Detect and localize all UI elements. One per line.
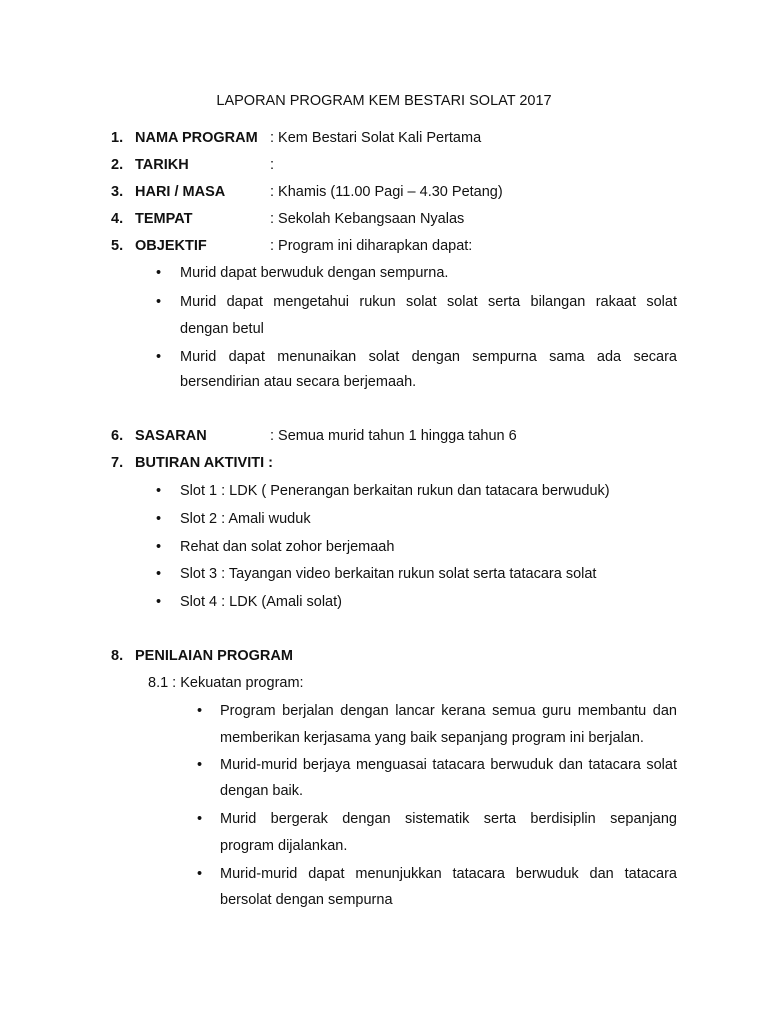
aktiviti-bullet-item bbox=[0, 481, 768, 501]
item-hari-masa bbox=[0, 182, 768, 202]
bullet-text: Rehat dan solat zohor berjemaah bbox=[180, 539, 395, 555]
bullet-icon: • bbox=[156, 539, 162, 555]
item-value: : Semua murid tahun 1 hingga tahun 6 bbox=[270, 428, 517, 444]
bullet-icon: • bbox=[197, 757, 203, 773]
objektif-bullet-item bbox=[0, 292, 768, 312]
objektif-bullet-item bbox=[0, 347, 768, 367]
bullet-text: Murid bergerak dengan sistematik serta berdisiplin sepanjang bbox=[220, 811, 677, 827]
item-number: 7. bbox=[111, 455, 124, 471]
item-label: BUTIRAN AKTIVITI : bbox=[135, 455, 274, 471]
kekuatan-bullet-continuation bbox=[0, 781, 768, 801]
item-number: 4. bbox=[111, 211, 124, 227]
aktiviti-bullet-item bbox=[0, 509, 768, 529]
kekuatan-bullet-continuation bbox=[0, 836, 768, 856]
item-objektif bbox=[0, 236, 768, 256]
document-title: LAPORAN PROGRAM KEM BESTARI SOLAT 2017 bbox=[216, 93, 552, 109]
item-tempat bbox=[0, 209, 768, 229]
kekuatan-bullet-item bbox=[0, 809, 768, 829]
sub-heading-kekuatan bbox=[0, 673, 768, 693]
bullet-icon: • bbox=[156, 511, 162, 527]
bullet-text: Murid dapat berwuduk dengan sempurna. bbox=[180, 265, 449, 281]
item-label: SASARAN bbox=[135, 428, 207, 444]
item-value: : Sekolah Kebangsaan Nyalas bbox=[270, 211, 465, 227]
item-number: 3. bbox=[111, 184, 124, 200]
item-number: 2. bbox=[111, 157, 124, 173]
bullet-text: Slot 3 : Tayangan video berkaitan rukun solat serta tatacara solat bbox=[180, 566, 597, 582]
kekuatan-bullet-continuation bbox=[0, 728, 768, 748]
item-tarikh bbox=[0, 155, 768, 175]
bullet-icon: • bbox=[156, 594, 162, 610]
item-value: : Program ini diharapkan dapat: bbox=[270, 238, 473, 254]
item-label: PENILAIAN PROGRAM bbox=[135, 648, 293, 664]
bullet-text: Murid-murid berjaya menguasai tatacara berwuduk dan tatacara solat bbox=[220, 757, 677, 773]
item-penilaian-program bbox=[0, 646, 768, 666]
bullet-text: bersendirian atau secara berjemaah. bbox=[180, 374, 417, 390]
item-label: NAMA PROGRAM bbox=[135, 130, 258, 146]
bullet-text: Slot 4 : LDK (Amali solat) bbox=[180, 594, 342, 610]
kekuatan-bullet-continuation bbox=[0, 890, 768, 910]
item-label: HARI / MASA bbox=[135, 184, 226, 200]
kekuatan-bullet-item bbox=[0, 701, 768, 721]
item-number: 8. bbox=[111, 648, 124, 664]
item-sasaran bbox=[0, 426, 768, 446]
bullet-text: Murid dapat menunaikan solat dengan sempurna sama ada secara bbox=[180, 349, 677, 365]
bullet-text: bersolat dengan sempurna bbox=[220, 892, 393, 908]
bullet-icon: • bbox=[156, 349, 162, 365]
bullet-text: Murid-murid dapat menunjukkan tatacara berwuduk dan tatacara bbox=[220, 866, 677, 882]
item-number: 5. bbox=[111, 238, 124, 254]
item-number: 6. bbox=[111, 428, 124, 444]
bullet-text: dengan baik. bbox=[220, 783, 304, 799]
objektif-bullet-continuation bbox=[0, 372, 768, 392]
bullet-text: Program berjalan dengan lancar kerana semua guru membantu dan bbox=[220, 703, 677, 719]
bullet-text: program dijalankan. bbox=[220, 838, 348, 854]
kekuatan-bullet-item bbox=[0, 755, 768, 775]
bullet-icon: • bbox=[156, 265, 162, 281]
bullet-text: dengan betul bbox=[180, 321, 264, 337]
objektif-bullet-continuation bbox=[0, 319, 768, 339]
bullet-icon: • bbox=[197, 703, 203, 719]
bullet-icon: • bbox=[197, 866, 203, 882]
sub-heading-text: 8.1 : Kekuatan program: bbox=[148, 675, 304, 691]
bullet-icon: • bbox=[156, 294, 162, 310]
bullet-text: Murid dapat mengetahui rukun solat solat serta bilangan rakaat solat bbox=[180, 294, 677, 310]
bullet-icon: • bbox=[197, 811, 203, 827]
item-value: : Kem Bestari Solat Kali Pertama bbox=[270, 130, 482, 146]
aktiviti-bullet-item bbox=[0, 564, 768, 584]
item-number: 1. bbox=[111, 130, 124, 146]
item-label: TEMPAT bbox=[135, 211, 193, 227]
bullet-icon: • bbox=[156, 566, 162, 582]
item-label: OBJEKTIF bbox=[135, 238, 207, 254]
aktiviti-bullet-item bbox=[0, 592, 768, 612]
aktiviti-bullet-item bbox=[0, 537, 768, 557]
bullet-text: Slot 2 : Amali wuduk bbox=[180, 511, 311, 527]
item-value: : bbox=[270, 157, 275, 173]
item-value: : Khamis (11.00 Pagi – 4.30 Petang) bbox=[270, 184, 503, 200]
item-nama-program bbox=[0, 128, 768, 148]
objektif-bullet-item bbox=[0, 263, 768, 283]
kekuatan-bullet-item bbox=[0, 864, 768, 884]
item-label: TARIKH bbox=[135, 157, 189, 173]
item-butiran-aktiviti bbox=[0, 453, 768, 473]
bullet-icon: • bbox=[156, 483, 162, 499]
bullet-text: memberikan kerjasama yang baik sepanjang program ini berjalan. bbox=[220, 730, 644, 746]
bullet-text: Slot 1 : LDK ( Penerangan berkaitan rukun dan tatacara berwuduk) bbox=[180, 483, 610, 499]
